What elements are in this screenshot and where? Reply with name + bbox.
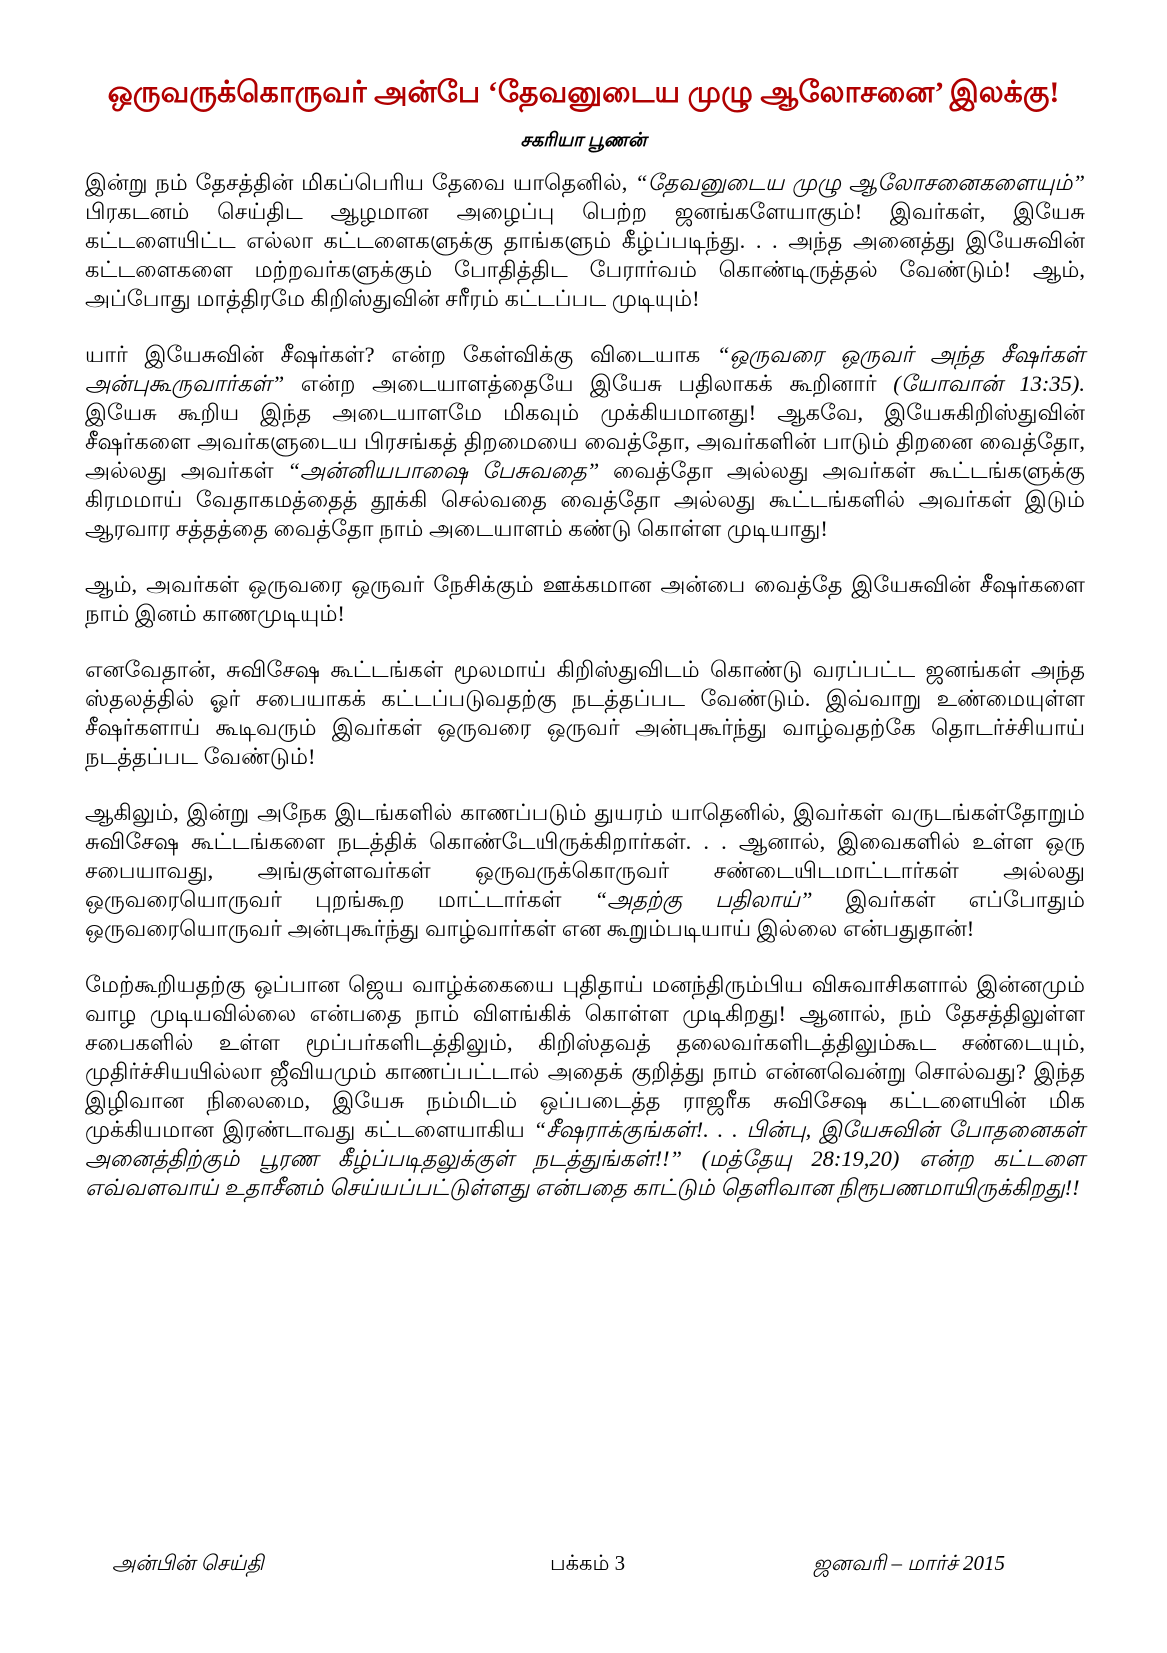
quoted-text-run: “அன்னியபாஷை பேசுவதை”	[287, 458, 600, 483]
quoted-text-run: “ஒருவரை ஒருவர் அந்த சீஷர்கள் அன்புகூருவார்கள்”	[85, 342, 1085, 396]
text-run: மேற்கூறியதற்கு ஒப்பான ஜெய வாழ்க்கையை புதிதாய் மனந்திரும்பிய விசுவாசிகளால் இன்னமும் வாழ முடியவில்லை என்பதை நாம் விளங்கிக் கொள்ள முடிகிறது! ஆனால், நம் தேசத்திலுள்ள சபைகளில் உள்ள மூப்பர்களிடத்திலும், கிறிஸ்தவத் தலைவர்களிடத்திலும்கூட சண்டையும், முதிர்ச்சியயில்லா ஜீவியமும் காணப்பட்டால் அதைக் குறித்து நாம் என்னவென்று சொல்வது? இந்த இழிவான நிலைமை, இயேசு நம்மிடம் ஒப்படைத்த ராஜரீக சுவிசேஷ கட்டளையின் மிக முக்கியமான இரண்டாவது கட்டளையாகிய	[85, 972, 1085, 1142]
footer-date-range: ஜனவரி – மார்ச் 2015	[813, 1551, 1005, 1575]
text-run: இவர்கள் எப்போதும் ஒருவரையொருவர் அன்புகூர்ந்து வாழ்வார்கள் என கூறும்படியாய் இல்லை என்பதுதான்!	[85, 887, 1085, 941]
footer-publication-name: அன்பின் செய்தி	[112, 1551, 264, 1575]
footer-page-number: பக்கம் 3	[550, 1551, 626, 1575]
text-run: வைத்தோ அல்லது அவர்கள் கூட்டங்களுக்கு கிரமமாய் வேதாகமத்தைத் தூக்கி செல்வதை வைத்தோ அல்லது கூட்டங்களில் அவர்கள் இடும் ஆரவார சத்தத்தை வைத்தோ நாம் அடையாளம் கண்டு கொள்ள முடியாது!	[85, 458, 1085, 541]
quoted-text-run: (யோவான் 13:35).	[893, 371, 1085, 396]
body-paragraph	[85, 168, 1085, 313]
text-run: எனவேதான், சுவிசேஷ கூட்டங்கள் மூலமாய் கிறிஸ்துவிடம் கொண்டு வரப்பட்ட ஜனங்கள் அந்த ஸ்தலத்தில் ஓர் சபையாகக் கட்டப்படுவதற்கு நடத்தப்பட வேண்டும். இவ்வாறு உண்மையுள்ள சீஷர்களாய் கூடிவரும் இவர்கள் ஒருவரை ஒருவர் அன்புகூர்ந்து வாழ்வதற்கே தொடர்ச்சியாய் நடத்தப்பட வேண்டும்!	[85, 657, 1085, 769]
quoted-text-run: “சீஷராக்குங்கள்!. . . பின்பு, இயேசுவின் போதனைகள் அனைத்திற்கும் பூரண கீழ்ப்படிதலுக்குள் நடத்துங்கள்!!” (மத்தேயு 28:19,20) என்ற கட்டளை எவ்வளவாய் உதாசீனம் செய்யப்பட்டுள்ளது என்பதை காட்டும் தெளிவான நிரூபணமாயிருக்கிறது!!	[85, 1117, 1085, 1200]
page-title: ஒருவருக்கொருவர் அன்பே ‘தேவனுடைய முழு ஆலோசனை’ இலக்கு!	[107, 76, 1060, 109]
body-paragraph	[85, 570, 1085, 628]
body-paragraph	[85, 655, 1085, 771]
body-paragraph	[85, 340, 1085, 543]
author-byline: சகரியா பூணன்	[520, 130, 647, 151]
text-run: என்ற அடையாளத்தையே இயேசு பதிலாகக் கூறினார்	[284, 371, 894, 396]
body-paragraph	[85, 798, 1085, 943]
body-paragraph	[85, 970, 1085, 1202]
text-run: ஆம், அவர்கள் ஒருவரை ஒருவர் நேசிக்கும் ஊக்கமான அன்பை வைத்தே இயேசுவின் சீஷர்களை நாம் இனம் காணமுடியும்!	[85, 572, 1085, 626]
page-footer	[0, 1551, 1167, 1581]
quoted-text-run: “அதற்கு பதிலாய்”	[594, 887, 813, 912]
text-run: யார் இயேசுவின் சீஷர்கள்? என்ற கேள்விக்கு விடையாக	[85, 342, 717, 367]
text-run: இன்று நம் தேசத்தின் மிகப்பெரிய தேவை யாதெனில்,	[85, 170, 636, 195]
text-run: பிரகடனம் செய்திட ஆழமான அழைப்பு பெற்ற ஜனங்களேயாகும்! இவர்கள், இயேசு கட்டளையிட்ட எல்லா கட்டளைகளுக்கு தாங்களும் கீழ்ப்படிந்து. . . அந்த அனைத்து இயேசுவின் கட்டளைகளை மற்றவர்களுக்கும் போதித்திட பேரார்வம் கொண்டிருத்தல் வேண்டும்! ஆம், அப்போது மாத்திரமே கிறிஸ்துவின் சரீரம் கட்டப்பட முடியும்!	[85, 199, 1085, 311]
text-run: இயேசு கூறிய இந்த அடையாளமே மிகவும் முக்கியமானது! ஆகவே, இயேசுகிறிஸ்துவின் சீஷர்களை அவர்களுடைய பிரசங்கத் திறமையை வைத்தோ, அவர்களின் பாடும் திறனை வைத்தோ, அல்லது அவர்கள்	[85, 400, 1085, 483]
text-run: ஆகிலும், இன்று அநேக இடங்களில் காணப்படும் துயரம் யாதெனில், இவர்கள் வருடங்கள்தோறும் சுவிசேஷ கூட்டங்களை நடத்திக் கொண்டேயிருக்கிறார்கள். . . ஆனால், இவைகளில் உள்ள ஒரு சபையாவது, அங்குள்ளவர்கள் ஒருவருக்கொருவர் சண்டையிடமாட்டார்கள் அல்லது ஒருவரையொருவர் புறங்கூற மாட்டார்கள்	[85, 800, 1085, 912]
article-body	[85, 168, 1085, 1229]
quoted-text-run: “தேவனுடைய முழு ஆலோசனைகளையும்”	[635, 170, 1086, 195]
